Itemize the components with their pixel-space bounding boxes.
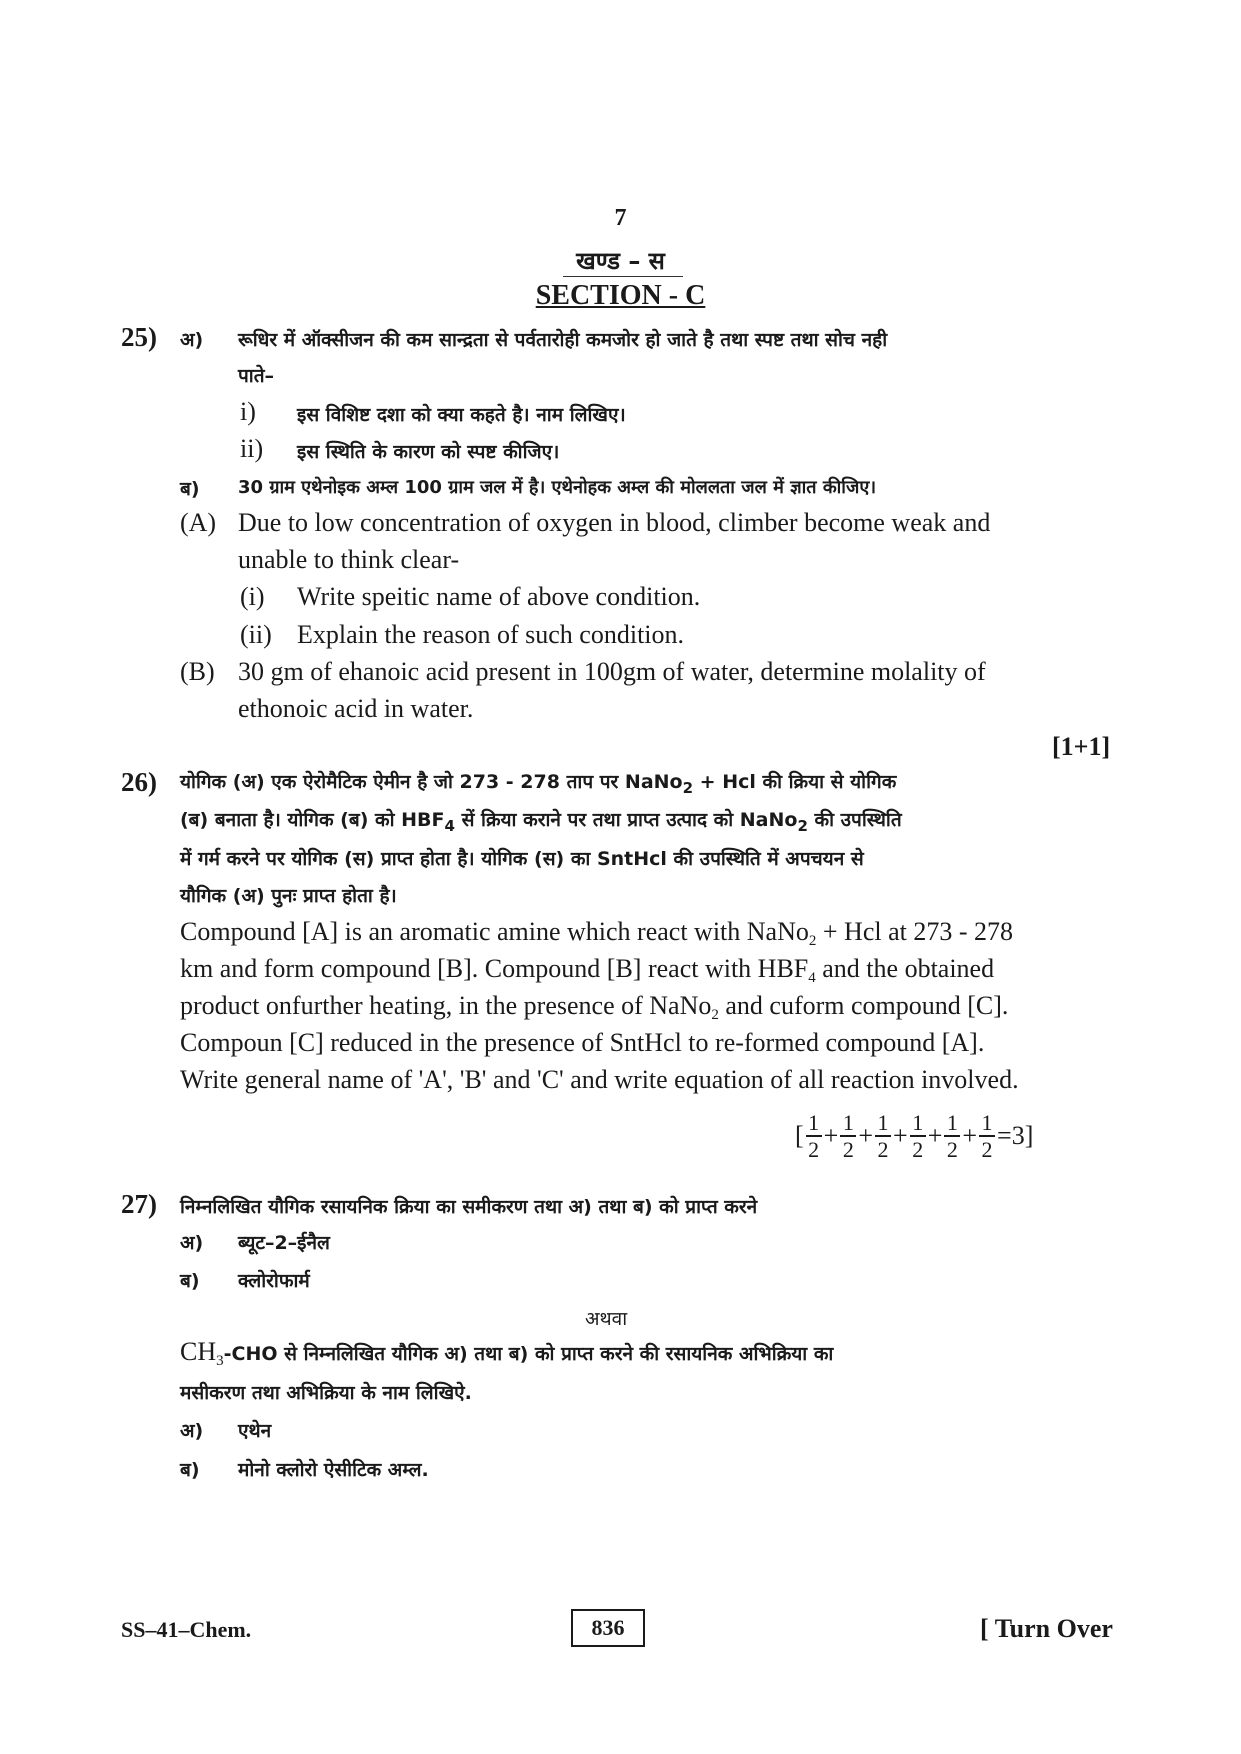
q25-A-line1: Due to low concentration of oxygen in blood, climber become weak and (238, 508, 991, 537)
q27-alt-a-label: अ) (180, 1420, 204, 1442)
page-number: 7 (614, 205, 627, 231)
q25-Aii-text: Explain the reason of such condition. (297, 620, 685, 649)
plus-sign: + (823, 1121, 839, 1151)
q25-b-label: ब) (180, 478, 200, 500)
q26-english-line4: Compoun [C] reduced in the presence of SntHcl to re-formed compound [A]. (180, 1028, 985, 1057)
fraction: $\frac{1}{2}$ (910, 1110, 926, 1162)
q27-b-text: क्लोरोफार्म (238, 1270, 310, 1292)
turn-over-label: [ Turn Over (980, 1614, 1113, 1643)
plus-sign: + (962, 1121, 978, 1151)
q27-alt-line2: मसीकरण तथा अभिक्रिया के नाम लिखिऐ. (180, 1382, 472, 1404)
q25-a-text-line1: रूधिर में ऑक्सीजन की कम सान्द्रता से पर्वतारोही कमजोर हो जाते है तथा स्पष्ट तथा सोच नही (238, 329, 888, 351)
q26-hindi-line3: में गर्म करने पर योगिक (स) प्राप्त होता है। योगिक (स) का SntHcl की उपस्थिति में अपचयन से (180, 848, 864, 870)
q25-a-text-line2: पाते– (238, 365, 275, 387)
q27-b-label: ब) (180, 1270, 200, 1292)
q25-A-label: (A) (180, 508, 217, 537)
q26-english-line5: Write general name of 'A', 'B' and 'C' and write equation of all reaction involved. (180, 1065, 1019, 1094)
q25-number: 25) (121, 322, 157, 352)
marks-close: =3] (997, 1121, 1034, 1151)
q26-english-line3: product onfurther heating, in the presence of NaNo$_2$ and cuform compound [C]. (180, 991, 1009, 1023)
q25-B-line2: ethonoic acid in water. (238, 694, 474, 723)
fraction: $\frac{1}{2}$ (806, 1110, 822, 1162)
q27-a-text: ब्यूट–2–ईनैल (238, 1232, 330, 1254)
q25-A-line2: unable to think clear- (238, 545, 460, 574)
q26-hindi-line4: यौगिक (अ) पुनः प्राप्त होता है। (180, 885, 397, 907)
q25-ii-label: ii) (240, 434, 264, 463)
q27-alt-line1: $CH_3$-CHO से निम्नलिखित यौगिक अ) तथा ब) को प्राप्त करने की रसायनिक अभिक्रिया का (180, 1337, 834, 1369)
q26-english-line1: Compound [A] is an aromatic amine which react with NaNo$_2$ + Hcl at 273 - 278 (180, 917, 1013, 949)
q26-english-line2: km and form compound [B]. Compound [B] react with $HBF_4$ and the obtained (180, 954, 995, 986)
q25-ii-text: इस स्थिति के कारण को स्पष्ट कीजिए। (297, 441, 560, 463)
q25-i-label: i) (240, 397, 256, 426)
fraction: $\frac{1}{2}$ (875, 1110, 891, 1162)
q27-alt-b-text: मोनो क्लोरो ऐसीटिक अम्ल. (238, 1459, 429, 1481)
q25-a-label: अ) (180, 329, 204, 351)
q27-alt-b-label: ब) (180, 1459, 200, 1481)
fraction: $\frac{1}{2}$ (944, 1110, 960, 1162)
q27-number: 27) (121, 1189, 157, 1219)
q27-or: अथवा (585, 1308, 628, 1330)
page-code-box: 836 (571, 1609, 645, 1647)
q27-alt-a-text: एथेन (238, 1420, 272, 1442)
plus-sign: + (858, 1121, 874, 1151)
fraction: $\frac{1}{2}$ (979, 1110, 995, 1162)
q25-Ai-label: (i) (240, 582, 265, 611)
q27-intro: निम्नलिखित यौगिक रसायनिक क्रिया का समीकरण तथा अ) तथा ब) को प्राप्त करने (180, 1196, 758, 1218)
plus-sign: + (927, 1121, 943, 1151)
q25-B-label: (B) (180, 657, 215, 686)
fraction: $\frac{1}{2}$ (840, 1110, 856, 1162)
paper-code: SS–41–Chem. (121, 1617, 252, 1642)
q25-Aii-label: (ii) (240, 620, 272, 649)
plus-sign: + (893, 1121, 908, 1151)
q26-number: 26) (121, 767, 157, 797)
q26-hindi-line1: योगिक (अ) एक ऐरोमैटिक ऐमीन है जो 273 - 278 ताप पर NaNo$_2$ + Hcl की क्रिया से योगिक (180, 771, 897, 797)
q25-marks: [1+1] (1052, 732, 1111, 761)
q25-b-text: 30 ग्राम एथेनोइक अम्ल 100 ग्राम जल में है। एथेनोहक अम्ल की मोललता जल में ज्ञात कीजिए। (238, 477, 877, 498)
q25-i-text: इस विशिष्ट दशा को क्या कहते है। नाम लिखिए। (297, 404, 626, 426)
marks-open-bracket: [ (795, 1121, 804, 1151)
q27-a-label: अ) (180, 1232, 204, 1254)
section-divider (563, 276, 683, 277)
section-title-english: SECTION - C (535, 280, 706, 311)
q26-marks-formula (795, 1110, 1033, 1162)
q25-Ai-text: Write speitic name of above condition. (297, 582, 701, 611)
q25-B-line1: 30 gm of ehanoic acid present in 100gm of water, determine molality of (238, 657, 986, 686)
q26-hindi-line2: (ब) बनाता है। योगिक (ब) को $HBF_4$ सें क्रिया कराने पर तथा प्राप्त उत्पाद को NaNo$_2$ की उपस्थिति (180, 809, 902, 835)
section-title-hindi: खण्ड – स (576, 247, 665, 275)
